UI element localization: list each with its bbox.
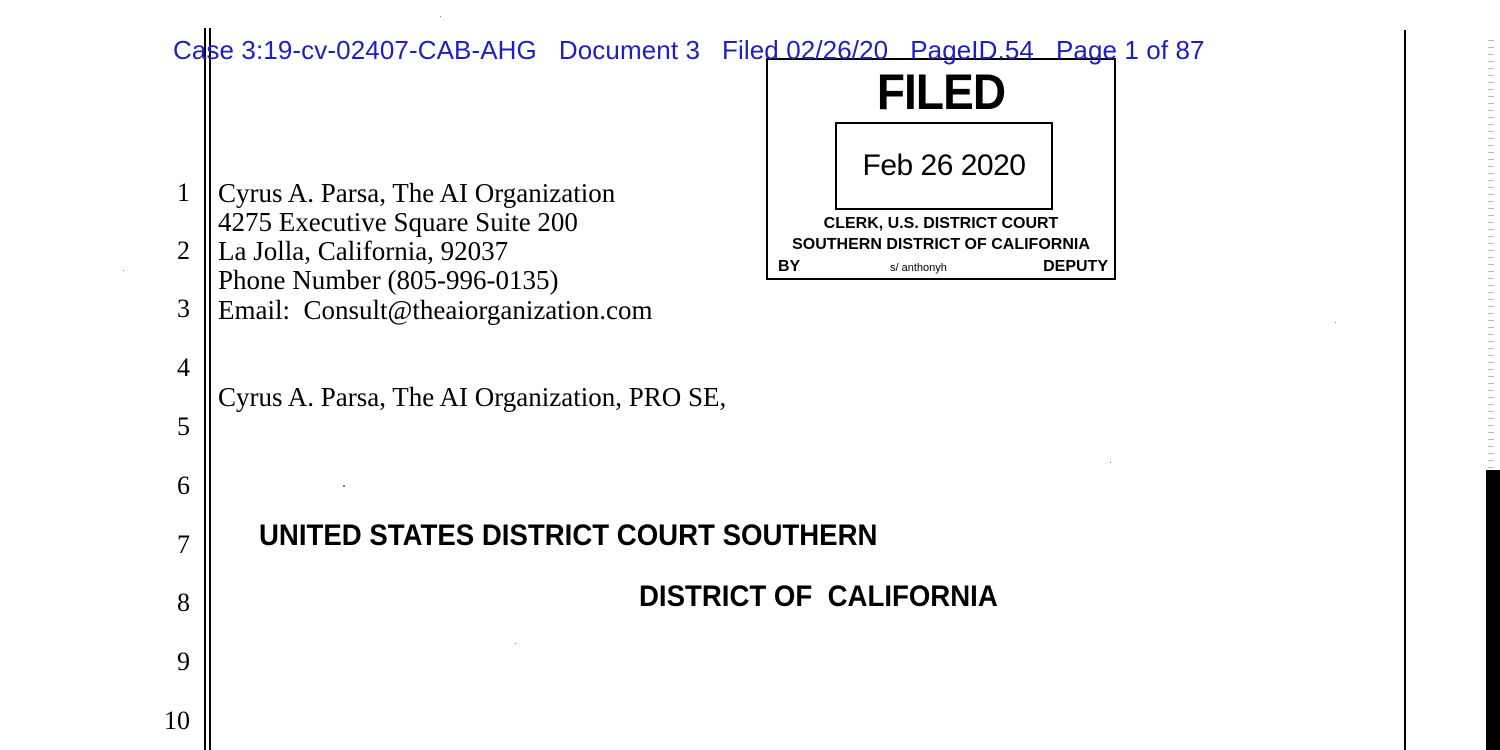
line-number: 3 xyxy=(177,294,190,323)
address-email: Email: Consult@theaiorganization.com xyxy=(218,295,653,325)
page-count: Page 1 of 87 xyxy=(1055,35,1205,65)
document-number: Document 3 xyxy=(558,35,701,65)
line-number: 2 xyxy=(177,236,190,265)
filed-date: Filed 02/26/20 xyxy=(722,35,889,65)
scan-speck xyxy=(1110,462,1111,463)
address-street: 4275 Executive Square Suite 200 xyxy=(218,207,578,237)
scan-speck xyxy=(515,643,516,644)
address-phone: Phone Number (805-996-0135) xyxy=(218,265,559,295)
line-number: 9 xyxy=(177,647,190,676)
scan-speck xyxy=(440,16,441,17)
line-number: 1 xyxy=(177,178,190,207)
line-number: 5 xyxy=(177,412,190,441)
line-number: 4 xyxy=(177,353,190,382)
stamp-by: BY xyxy=(778,258,801,275)
stamp-title: FILED xyxy=(876,64,1006,120)
stamp-district: SOUTHERN DISTRICT OF CALIFORNIA xyxy=(792,236,1090,253)
right-margin-line xyxy=(1404,30,1406,750)
line-number: 10 xyxy=(164,706,190,735)
stamp-deputy: DEPUTY xyxy=(1043,258,1108,275)
filed-stamp xyxy=(766,58,1116,280)
page-id: PageID.54 xyxy=(910,35,1034,65)
ecf-header xyxy=(173,35,1205,66)
court-title-line1: UNITED STATES DISTRICT COURT SOUTHERN xyxy=(259,519,878,552)
stamp-signature: s/ anthonyh xyxy=(890,262,947,274)
line-number: 6 xyxy=(177,471,190,500)
line-number: 7 xyxy=(177,530,190,559)
line-number: 8 xyxy=(177,588,190,617)
stamp-date: Feb 26 2020 xyxy=(835,122,1053,210)
case-number: Case 3:19-cv-02407-CAB-AHG xyxy=(173,35,537,65)
scan-speck xyxy=(1335,322,1336,323)
stamp-clerk: CLERK, U.S. DISTRICT COURT xyxy=(823,215,1059,232)
left-margin-line-outer xyxy=(204,28,206,750)
scan-edge-bar xyxy=(1486,470,1500,750)
court-title-line2: DISTRICT OF CALIFORNIA xyxy=(639,580,998,613)
party-designation: Cyrus A. Parsa, The AI Organization, PRO SE, xyxy=(218,382,727,412)
scan-edge-specks xyxy=(1488,40,1494,470)
address-name: Cyrus A. Parsa, The AI Organization xyxy=(218,178,616,208)
scan-speck xyxy=(123,270,124,271)
address-city: La Jolla, California, 92037 xyxy=(218,236,509,266)
left-margin-line-inner xyxy=(209,28,211,750)
scan-speck xyxy=(343,485,345,487)
